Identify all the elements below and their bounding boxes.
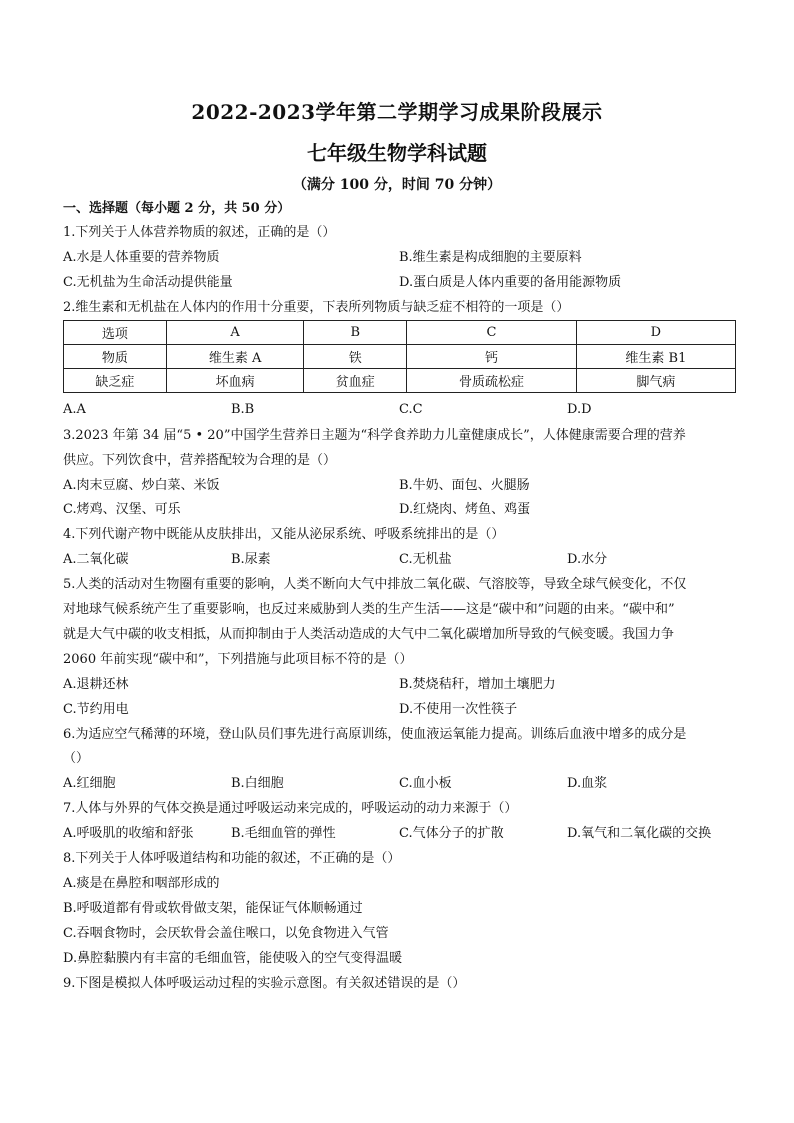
q5-option-d: D.不使用一次性筷子 [399, 702, 518, 717]
exam-info: （满分 100 分，时间 70 分钟） [292, 177, 502, 193]
q6-option-a: A.红细胞 [63, 776, 116, 791]
q6-option-c: C.血小板 [399, 776, 452, 791]
q3-option-c: C.烤鸡、汉堡、可乐 [63, 502, 181, 517]
q2-option-d: D.D [567, 402, 592, 417]
table-cell: 坏血病 [166, 369, 304, 393]
q2-option-a: A.A [63, 402, 86, 417]
q1-option-d: D.蛋白质是人体内重要的备用能源物质 [399, 275, 622, 290]
q1-stem: 1.下列关于人体营养物质的叙述，正确的是（） [63, 225, 336, 240]
table-cell: 维生素 B1 [576, 345, 735, 369]
exam-title: 2022-2023学年第二学期学习成果阶段展示 [191, 100, 603, 124]
table-cell: 铁 [304, 345, 407, 369]
q6-stem-line1: 6.为适应空气稀薄的环境，登山队员们事先进行高原训练，使血液运氧能力提高。训练后血液中增多的成分是 [63, 727, 687, 742]
q7-option-a: A.呼吸肌的收缩和舒张 [63, 826, 194, 841]
q4-option-d: D.水分 [567, 552, 608, 567]
table-cell: 缺乏症 [64, 369, 167, 393]
q6-stem-line2: （） [63, 751, 90, 766]
q1-option-a: A.水是人体重要的营养物质 [63, 250, 220, 265]
q5-option-b: B.焚烧秸秆，增加土壤肥力 [399, 677, 556, 692]
table-cell: 贫血症 [304, 369, 407, 393]
exam-subject: 七年级生物学科试题 [307, 141, 487, 165]
q4-option-a: A.二氧化碳 [63, 552, 129, 567]
q2-stem: 2.维生素和无机盐在人体内的作用十分重要，下表所列物质与缺乏症不相符的一项是（） [63, 300, 570, 315]
table-cell: A [166, 321, 304, 345]
q5-stem-line3: 就是大气中碳的收支相抵，从而抑制由于人类活动造成的大气中二氧化碳增加所导致的气候变暖。我国力争 [63, 627, 675, 642]
q2-option-b: B.B [231, 402, 255, 417]
q5-option-c: C.节约用电 [63, 702, 129, 717]
q3-option-d: D.红烧肉、烤鱼、鸡蛋 [399, 502, 531, 517]
q3-option-b: B.牛奶、面包、火腿肠 [399, 478, 530, 493]
table-cell: B [304, 321, 407, 345]
q1-option-b: B.维生素是构成细胞的主要原料 [399, 250, 582, 265]
q9-stem: 9.下图是模拟人体呼吸运动过程的实验示意图。有关叙述错误的是（） [63, 976, 466, 991]
q3-stem-line2: 供应。下列饮食中，营养搭配较为合理的是（） [63, 453, 337, 468]
q7-option-b: B.毛细血管的弹性 [231, 826, 336, 841]
table-cell: 骨质疏松症 [407, 369, 577, 393]
q3-stem-line1: 3.2023 年第 34 届“5 • 20”中国学生营养日主题为“科学食养助力儿童健康成长”，人体健康需要合理的营养 [63, 428, 686, 443]
table-cell: D [576, 321, 735, 345]
table-cell: 脚气病 [576, 369, 735, 393]
q4-option-b: B.尿素 [231, 552, 271, 567]
q7-option-d: D.氧气和二氧化碳的交换 [567, 826, 712, 841]
q8-option-d: D.鼻腔黏膜内有丰富的毛细血管，能使吸入的空气变得温暖 [63, 951, 403, 966]
q3-option-a: A.肉末豆腐、炒白菜、米饭 [63, 478, 220, 493]
q8-stem: 8.下列关于人体呼吸道结构和功能的叙述，不正确的是（） [63, 851, 401, 866]
q5-stem-line1: 5.人类的活动对生物圈有重要的影响，人类不断向大气中排放二氧化碳、气溶胶等，导致全球气候变化，不仅 [63, 577, 687, 592]
q1-option-c: C.无机盐为生命活动提供能量 [63, 275, 233, 290]
q4-option-c: C.无机盐 [399, 552, 452, 567]
q6-option-d: D.血浆 [567, 776, 608, 791]
table-row [64, 369, 736, 393]
table-cell: 选项 [64, 321, 167, 345]
q2-option-c: C.C [399, 402, 423, 417]
q7-option-c: C.气体分子的扩散 [399, 826, 504, 841]
q8-option-c: C.吞咽食物时，会厌软骨会盖住喉口，以免食物进入气管 [63, 926, 389, 941]
q8-option-a: A.痰是在鼻腔和咽部形成的 [63, 876, 220, 891]
table-cell: C [407, 321, 577, 345]
table-cell: 维生素 A [166, 345, 304, 369]
q5-stem-line2: 对地球气候系统产生了重要影响，也反过来威胁到人类的生产生活——这是“碳中和”问题的由来。“碳中和” [63, 602, 675, 617]
section-heading: 一、选择题（每小题 2 分，共 50 分） [63, 201, 291, 216]
table-cell: 物质 [64, 345, 167, 369]
table-row [64, 321, 736, 345]
q8-option-b: B.呼吸道都有骨或软骨做支架，能保证气体顺畅通过 [63, 901, 363, 916]
q5-stem-line4: 2060 年前实现“碳中和”，下列措施与此项目标不符的是（） [63, 652, 413, 667]
q6-option-b: B.白细胞 [231, 776, 284, 791]
q4-stem: 4.下列代谢产物中既能从皮肤排出，又能从泌尿系统、呼吸系统排出的是（） [63, 527, 505, 542]
table-row [64, 345, 736, 369]
q5-option-a: A.退耕还林 [63, 677, 129, 692]
table-cell: 钙 [407, 345, 577, 369]
q2-table [63, 320, 736, 393]
q7-stem: 7.人体与外界的气体交换是通过呼吸运动来完成的，呼吸运动的动力来源于（） [63, 801, 518, 816]
